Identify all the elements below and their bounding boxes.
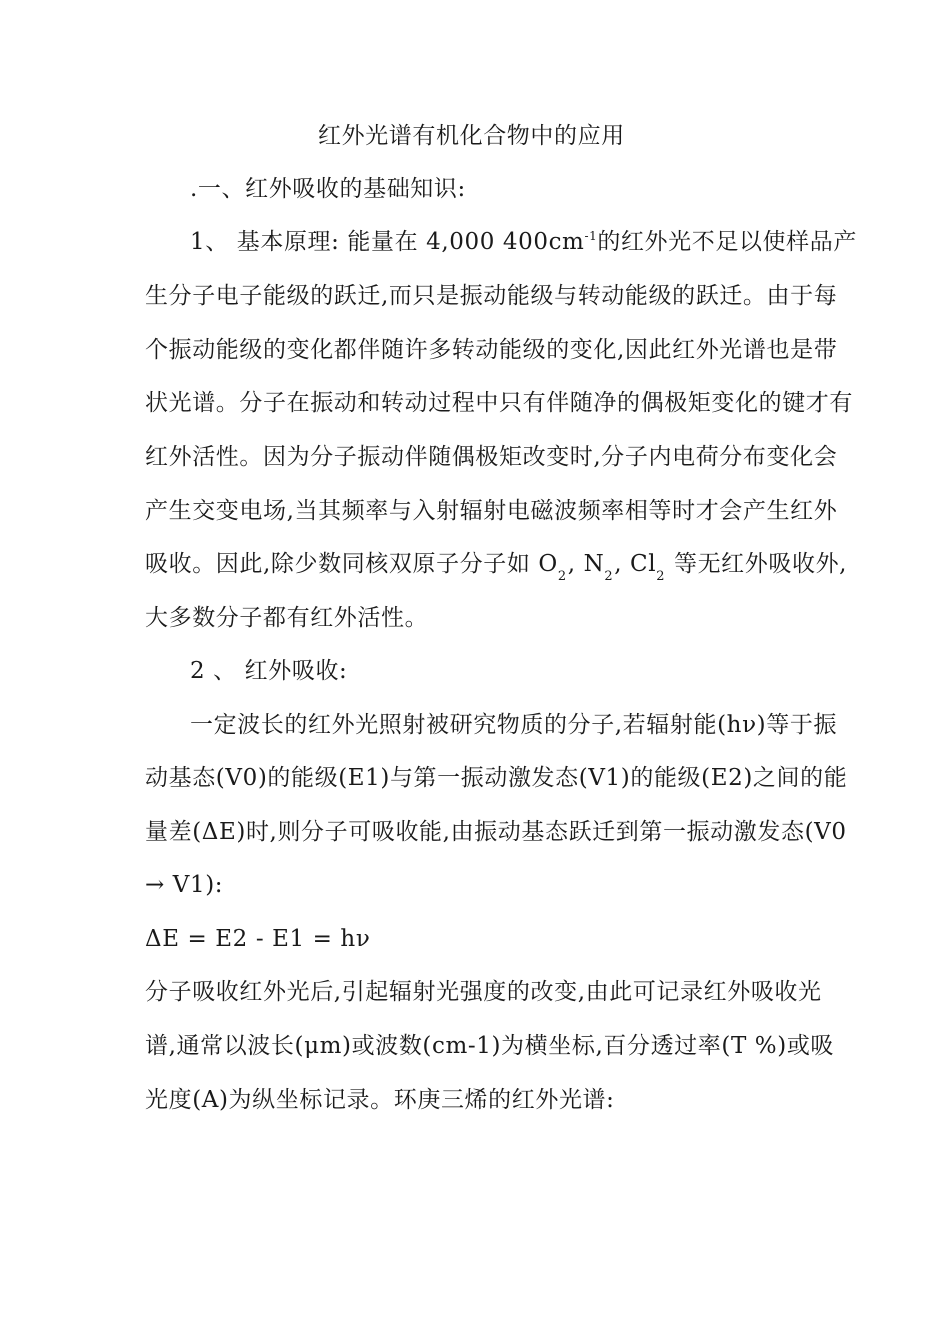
paragraph-line: [145, 549, 847, 583]
paragraph-line: 量差(ΔE)时,则分子可吸收能,由振动基态跃迁到第一振动激发态(V0: [145, 819, 847, 845]
text-run: 1、 基本原理: 能量在 4,000 400cm: [190, 229, 585, 255]
paragraph-line: 大多数分子都有红外活性。: [145, 605, 429, 631]
subscript: 2: [557, 569, 567, 584]
subscript: 2: [604, 569, 614, 584]
paragraph-line: 生分子电子能级的跃迁,而只是振动能级与转动能级的跃迁。由于每: [145, 283, 838, 309]
text-run: 等无红外吸收外,: [666, 551, 848, 577]
paragraph-line: 分子吸收红外光后,引起辐射光强度的改变,由此可记录红外吸收光: [145, 979, 822, 1005]
text-run: , N: [567, 551, 605, 577]
paragraph-line: → V1):: [145, 872, 224, 898]
energy-equation: ΔE = E2 - E1 = hν: [145, 926, 371, 952]
superscript: -1: [584, 229, 598, 243]
paragraph-line: [190, 227, 857, 260]
paragraph-line: 个振动能级的变化都伴随许多转动能级的变化,因此红外光谱也是带: [145, 337, 838, 363]
section-heading-absorption: 2 、 红外吸收:: [190, 658, 348, 684]
paragraph-line: 产生交变电场,当其频率与入射辐射电磁波频率相等时才会产生红外: [145, 498, 838, 524]
section-heading-basics: .一、红外吸收的基础知识:: [190, 176, 466, 202]
text-run: , Cl: [614, 551, 657, 577]
paragraph-line: 谱,通常以波长(μm)或波数(cm-1)为横坐标,百分透过率(T %)或吸: [145, 1033, 835, 1059]
subscript: 2: [656, 569, 666, 584]
paragraph-line: 红外活性。因为分子振动伴随偶极矩改变时,分子内电荷分布变化会: [145, 444, 838, 470]
text-run: 的红外光不足以使样品产: [597, 229, 857, 255]
text-run: 吸收。因此,除少数同核双原子分子如 O: [145, 551, 558, 577]
paragraph-line: 光度(A)为纵坐标记录。环庚三烯的红外光谱:: [145, 1087, 615, 1113]
document-title: 红外光谱有机化合物中的应用: [318, 123, 625, 149]
paragraph-line: 状光谱。分子在振动和转动过程中只有伴随净的偶极矩变化的键才有: [145, 390, 853, 416]
paragraph-line: 动基态(V0)的能级(E1)与第一振动激发态(V1)的能级(E2)之间的能: [145, 765, 848, 791]
paragraph-line: 一定波长的红外光照射被研究物质的分子,若辐射能(hν)等于振: [190, 712, 838, 738]
